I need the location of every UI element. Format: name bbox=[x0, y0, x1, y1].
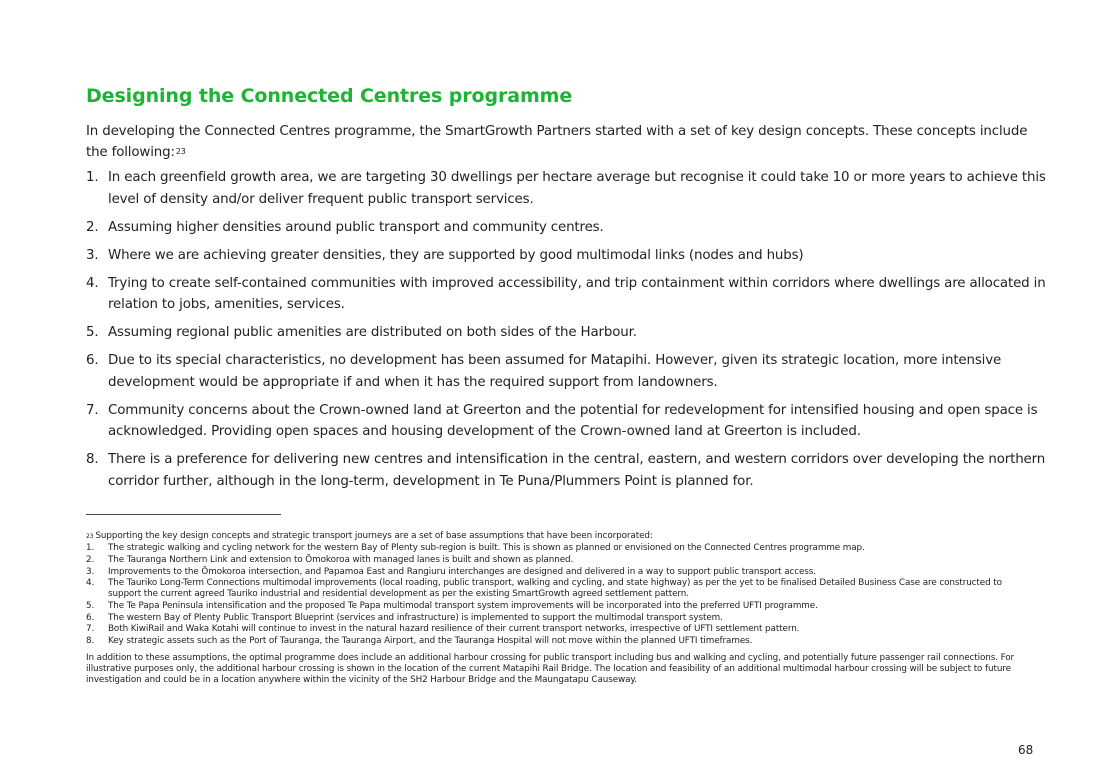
footnote-item-number: 2. bbox=[86, 554, 95, 565]
list-item-text: Assuming higher densities around public transport and community centres. bbox=[108, 219, 604, 235]
footnote-item-number: 6. bbox=[86, 612, 95, 623]
list-item-text: Community concerns about the Crown-owned land at Greerton and the potential for redevelopment for intensified housing and open space is acknowledged. Providing open spaces and housing development of the Crown-owned land at Greerton is included. bbox=[108, 402, 1038, 439]
footnote-intro bbox=[86, 531, 1046, 542]
list-item-number: 5. bbox=[86, 325, 99, 340]
intro-paragraph bbox=[86, 121, 1046, 163]
footnote-item-text: Both KiwiRail and Waka Kotahi will continue to invest in the natural hazard resilience of their current transport networks, irrespective of UFTI settlement pattern. bbox=[108, 624, 800, 635]
list-item bbox=[86, 273, 1046, 316]
footnote-item-number: 4. bbox=[86, 578, 95, 589]
list-item-number: 4. bbox=[86, 275, 99, 291]
list-item-number: 1. bbox=[86, 170, 99, 185]
list-item-number: 2. bbox=[86, 219, 99, 235]
list-item-text: Due to its special characteristics, no development has been assumed for Matapihi. However, given its strategic location, more intensive development would be appropriate if and when it has the required support from landowners. bbox=[108, 353, 1002, 390]
footnote-assumptions-list bbox=[86, 543, 1031, 648]
list-item-number: 3. bbox=[86, 247, 99, 263]
footnote-item bbox=[86, 601, 1031, 612]
list-item-text: Where we are achieving greater densities, they are supported by good multimodal links (nodes and hubs) bbox=[108, 247, 804, 263]
footnote-item bbox=[86, 543, 1031, 554]
footnote-item-text: The western Bay of Plenty Public Transport Blueprint (services and infrastructure) is implemented to support the multimodal transport system. bbox=[108, 612, 723, 623]
footnote-closing: In addition to these assumptions, the optimal programme does include an additional harbour crossing for public transport including bus and walking and cycling, and potentially future passenger rail connections. For illustrative purposes only, the additional harbour crossing is shown in the location of the current Matapihi Rail Bridge. The location and feasibility of an additional multimodal harbour crossing will be subject to future investigation and could be in a location anywhere within the vicinity of the SH2 Harbour Bridge and the Maungatapu Causeway. bbox=[86, 653, 1015, 685]
footnote-item-text: Improvements to the Ōmokoroa intersection, and Papamoa East and Rangiuru interchanges are designed and delivered in a way to support public transport access. bbox=[108, 566, 816, 577]
section-heading: Designing the Connected Centres programme bbox=[86, 85, 573, 107]
list-item bbox=[86, 217, 1046, 239]
footnote-item-number: 8. bbox=[86, 636, 95, 647]
footnote-item bbox=[86, 578, 1031, 599]
list-item bbox=[86, 245, 1046, 267]
list-item-text: There is a preference for delivering new centres and intensification in the central, eastern, and western corridors over developing the northern corridor further, although in the long-term, development in Te Puna/Plummers Point is planned for. bbox=[108, 452, 1046, 489]
list-item bbox=[86, 322, 1046, 344]
footnote-item-text: The Te Papa Peninsula intensification and the proposed Te Papa multimodal transport system improvements will be incorporated into the preferred UFTI programme. bbox=[108, 600, 818, 611]
footnote-item bbox=[86, 636, 1031, 647]
list-item bbox=[86, 400, 1046, 443]
footnote-divider bbox=[86, 514, 281, 515]
footnote-reference[interactable]: 23 bbox=[175, 147, 186, 156]
list-item-text: Trying to create self-contained communities with improved accessibility, and trip containment within corridors where dwellings are allocated in relation to jobs, amenities, services. bbox=[108, 275, 1046, 312]
footnote-item-text: The Tauranga Northern Link and extension to Ōmokoroa with managed lanes is built and shown as planned. bbox=[108, 554, 574, 565]
list-item-number: 7. bbox=[86, 402, 99, 418]
list-item bbox=[86, 449, 1046, 492]
footnote-item-number: 5. bbox=[86, 600, 95, 611]
footnote-item-text: Key strategic assets such as the Port of Tauranga, the Tauranga Airport, and the Tauranga Hospital will not move within the planned UFTI timeframes. bbox=[108, 636, 753, 647]
list-item bbox=[86, 167, 1046, 210]
list-item-number: 6. bbox=[86, 353, 99, 368]
footnote-item bbox=[86, 555, 1031, 566]
footnote-item-number: 1. bbox=[86, 543, 95, 553]
footnote-item-text: The strategic walking and cycling network for the western Bay of Plenty sub-region is built. This is shown as planned or envisioned on the Connected Centres programme map. bbox=[108, 543, 865, 553]
list-item-text: Assuming regional public amenities are distributed on both sides of the Harbour. bbox=[108, 325, 637, 340]
footnote-item bbox=[86, 567, 1031, 578]
design-concepts-list bbox=[86, 167, 1046, 499]
list-item-text: In each greenfield growth area, we are targeting 30 dwellings per hectare average but recognise it could take 10 or more years to achieve this level of density and/or deliver frequent public transport services. bbox=[108, 170, 1046, 207]
footnote-item-number: 3. bbox=[86, 566, 95, 577]
footnote-marker: 23 bbox=[86, 533, 94, 540]
footnote-item bbox=[86, 613, 1031, 624]
footnote-item bbox=[86, 624, 1031, 635]
list-item-number: 8. bbox=[86, 452, 99, 467]
footnote-item-number: 7. bbox=[86, 624, 95, 635]
footnote-item-text: The Tauriko Long-Term Connections multimodal improvements (local roading, public transport, walking and cycling, and state highway) as per the yet to be finalised Detailed Business Case are constructed to support the current agreed Tauriko industrial and residential development as per the existing SmartGrowth agreed settlement pattern. bbox=[108, 578, 1002, 599]
list-item bbox=[86, 350, 1046, 393]
page-number: 68 bbox=[1018, 743, 1034, 757]
footnote-intro-text: Supporting the key design concepts and strategic transport journeys are a set of base assumptions that have been incorporated: bbox=[95, 531, 653, 541]
intro-text: In developing the Connected Centres programme, the SmartGrowth Partners started with a set of key design concepts. These concepts include the following: bbox=[86, 124, 1028, 160]
